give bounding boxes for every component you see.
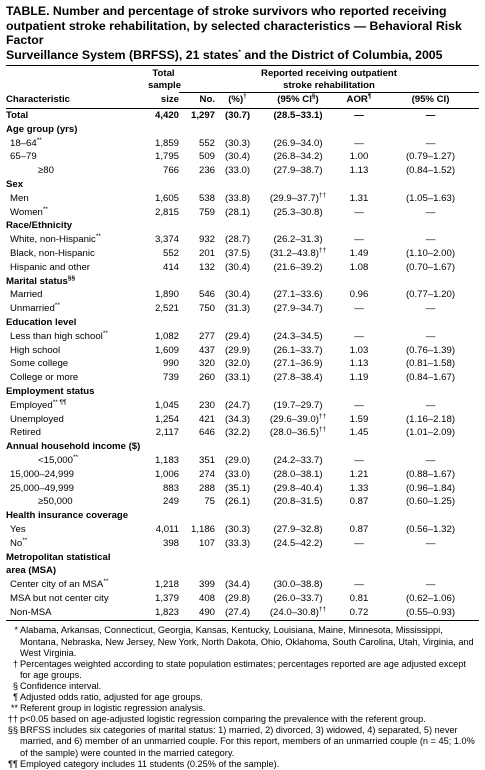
cell-ci: (30.0–38.8) <box>273 579 323 591</box>
cell-percent: (24.7) <box>224 399 251 411</box>
row-label: Yes <box>10 523 26 535</box>
header-total: Total <box>152 68 175 79</box>
header-group-1: Reported receiving outpatient <box>261 68 397 79</box>
cell-aor: 1.31 <box>349 192 369 204</box>
cell-sample-size: 1,890 <box>154 289 179 301</box>
cell-percent: (37.5) <box>224 247 251 259</box>
cell-ci: (28.0–36.5)†† <box>269 426 327 439</box>
header-ci: (95% CI§) <box>277 92 319 105</box>
row-label: Black, non-Hispanic <box>10 247 95 259</box>
cell-aor: 1.03 <box>349 344 369 356</box>
cell-ci: (31.2–43.8)†† <box>269 246 327 259</box>
cell-sample-size: 739 <box>162 372 179 384</box>
footnote <box>6 692 479 703</box>
cell-number: 421 <box>198 413 215 425</box>
cell-aor: 1.59 <box>349 413 369 425</box>
cell-percent: (26.1) <box>224 496 251 508</box>
cell-aor-ci: (0.84–1.67) <box>405 372 456 384</box>
table-row <box>6 344 479 358</box>
cell-aor-ci: (0.84–1.52) <box>405 165 456 177</box>
footnote-mark: †† <box>7 714 18 725</box>
cell-aor-ci: (0.62–1.06) <box>405 592 456 604</box>
cell-ci: (24.5–42.2) <box>273 537 323 549</box>
cell-percent: (34.3) <box>224 413 251 425</box>
cell-aor-ci: — <box>425 537 436 549</box>
footnote-mark: † <box>12 658 18 669</box>
cell-number: 75 <box>204 496 215 508</box>
cell-percent: (31.3) <box>224 303 251 315</box>
cell-number: 552 <box>198 137 215 149</box>
table-row <box>6 357 479 371</box>
footnote <box>6 681 479 692</box>
footnote-text: Percentages weighted according to state population estimates; percentages reported are age adjusted except for age groups. <box>20 658 466 680</box>
cell-sample-size: 1,082 <box>154 330 179 342</box>
cell-aor-ci: (1.05–1.63) <box>405 192 456 204</box>
section-label: Health insurance coverage <box>6 510 129 522</box>
cell-percent: (33.1) <box>224 372 251 384</box>
cell-sample-size: 1,609 <box>154 344 179 356</box>
row-label: 15,000–24,999 <box>10 468 75 480</box>
cell-aor-ci: — <box>425 234 436 246</box>
section-label: Education level <box>6 316 77 328</box>
cell-ci: (29.6–39.0)†† <box>269 412 327 425</box>
cell-number: 408 <box>198 592 215 604</box>
title-line-2: outpatient stroke rehabilitation, by selected characteristics — Behavioral Risk Factor <box>6 18 462 47</box>
cell-percent: (35.1) <box>224 482 251 494</box>
cell-sample-size: 4,011 <box>155 523 179 535</box>
table-title <box>6 4 479 62</box>
row-label: Unmarried** <box>10 301 60 315</box>
cell-aor-ci: — <box>425 303 436 315</box>
cell-aor: 0.87 <box>349 496 369 508</box>
cell-ci: (20.8–31.5) <box>273 496 323 508</box>
cell-aor: — <box>354 330 364 342</box>
cell-aor: — <box>354 454 364 466</box>
cell-ci: (27.8–38.4) <box>273 372 323 384</box>
cell-number: 274 <box>198 468 215 480</box>
section-label: Sex <box>6 178 24 190</box>
cell-ci: (26.2–31.3) <box>273 234 323 246</box>
footnote <box>6 759 479 770</box>
cell-aor-ci: — <box>425 399 436 411</box>
table-row <box>6 330 479 344</box>
cell-number: 320 <box>198 358 215 370</box>
footnote-text: Alabama, Arkansas, Connecticut, Georgia, Kansas, Kentucky, Louisiana, Maine, Minnesota, Mississippi, Montana, Nebraska, New Jersey, New York, North Dakota, Ohio, Oklahoma, South Carolina, Utah, Virginia, and West Virginia. <box>20 625 474 658</box>
cell-number: 1,186 <box>190 523 215 535</box>
cell-aor: 1.33 <box>349 482 369 494</box>
cell-number: 288 <box>198 482 215 494</box>
cell-aor-ci: (0.96–1.84) <box>405 482 456 494</box>
section-header-row <box>6 551 479 565</box>
footnote-mark: § <box>12 680 18 691</box>
section-label: Annual household income ($) <box>6 441 141 453</box>
cell-number: 437 <box>198 344 215 356</box>
table-row <box>6 302 479 316</box>
cell-sample-size: 398 <box>162 537 179 549</box>
section-label: Employment status <box>6 385 95 397</box>
table-row <box>6 247 479 261</box>
title-line-1: TABLE. Number and percentage of stroke survivors who reported receiving <box>6 4 447 18</box>
footnote-text: Employed category includes 11 students (0.25% of the sample). <box>20 758 280 769</box>
section-header-row <box>6 178 479 192</box>
cell-ci: (26.9–34.0) <box>273 137 323 149</box>
section-header-row <box>6 123 479 137</box>
header-group-2: stroke rehabilitation <box>179 80 479 93</box>
header-row-3 <box>6 93 479 109</box>
cell-aor-ci: (0.88–1.67) <box>405 468 456 480</box>
cell-number: 399 <box>198 579 215 591</box>
cell-sample-size: 1,218 <box>154 579 179 591</box>
cell-aor-ci: (0.76–1.39) <box>405 344 456 356</box>
cell-aor: 1.49 <box>349 247 369 259</box>
cell-sample-size: 1,605 <box>154 192 179 204</box>
cell-number: 538 <box>198 192 215 204</box>
footnotes <box>6 625 479 769</box>
cell-number: 132 <box>198 261 215 273</box>
cell-aor-ci: — <box>425 454 436 466</box>
footnote-mark: ¶¶ <box>8 758 18 769</box>
row-label: Some college <box>10 358 69 370</box>
cell-percent: (29.8) <box>224 592 251 604</box>
cell-aor-ci: (1.10–2.00) <box>405 247 456 259</box>
cell-percent: (32.2) <box>224 427 251 439</box>
footnote <box>6 714 479 725</box>
table-row <box>6 164 479 178</box>
cell-ci: (26.1–33.7) <box>273 344 323 356</box>
cell-aor: — <box>354 206 364 218</box>
cell-sample-size: 2,521 <box>154 303 179 315</box>
bottom-rule <box>6 620 479 621</box>
table-row <box>6 426 479 440</box>
cell-sample-size: 1,795 <box>154 151 179 163</box>
cell-number: 509 <box>198 151 215 163</box>
cell-number: 230 <box>198 399 215 411</box>
row-label: Women** <box>10 205 48 218</box>
cell-ci: (29.8–40.4) <box>273 482 323 494</box>
header-row-2 <box>6 80 479 93</box>
cell-ci: (21.6–39.2) <box>273 261 323 273</box>
row-label: Center city of an MSA** <box>10 577 109 591</box>
cell-sample-size: 1,045 <box>154 399 179 411</box>
cell-sample-size: 1,006 <box>154 468 179 480</box>
cell-ci: (27.9–38.7) <box>273 165 323 177</box>
cell-number: 201 <box>198 247 215 259</box>
cell-percent: (33.3) <box>224 537 251 549</box>
row-label: Employed** ¶¶ <box>10 398 67 411</box>
cell-number: 236 <box>198 165 215 177</box>
cell-aor: 1.08 <box>349 261 369 273</box>
cell-sample-size: 414 <box>162 261 179 273</box>
cell-number: 759 <box>198 206 215 218</box>
cell-aor-ci: (0.56–1.32) <box>405 523 456 535</box>
row-label: High school <box>10 344 61 356</box>
table-body <box>6 109 479 620</box>
cell-aor: 1.13 <box>349 358 369 370</box>
row-label: 65–79 <box>10 151 37 163</box>
cell-aor-ci: (0.70–1.67) <box>405 261 456 273</box>
header-row-1 <box>6 66 479 80</box>
header-sample: sample <box>148 80 182 92</box>
cell-percent: (28.1) <box>224 206 251 218</box>
cell-sample-size: 3,374 <box>154 234 179 246</box>
table-row <box>6 261 479 275</box>
table-row <box>6 606 479 620</box>
cell-ci: (24.2–33.7) <box>273 454 323 466</box>
row-label: ≥50,000 <box>38 496 73 508</box>
cell-sample-size: 1,823 <box>154 606 179 618</box>
section-label: area (MSA) <box>6 565 57 577</box>
section-header-row <box>6 385 479 399</box>
cell-aor: 0.87 <box>349 523 369 535</box>
cell-sample-size: 249 <box>162 496 179 508</box>
cell-aor: 1.13 <box>349 165 369 177</box>
cell-sample-size: 883 <box>162 482 179 494</box>
row-label: 25,000–49,999 <box>10 482 75 494</box>
footnote-text: p<0.05 based on age-adjusted logistic regression comparing the prevalence with the referent group. <box>20 714 426 725</box>
cell-sample-size: 990 <box>162 358 179 370</box>
cell-percent: (34.4) <box>224 579 251 591</box>
cell-ci: (24.3–34.5) <box>273 330 323 342</box>
row-label: Hispanic and other <box>10 261 90 273</box>
section-header-row <box>6 316 479 330</box>
cell-aor: 1.00 <box>349 151 369 163</box>
cell-aor: — <box>354 399 364 411</box>
cell-ci: (26.8–34.2) <box>273 151 323 163</box>
cell-sample-size: 552 <box>162 247 179 259</box>
footnote <box>6 625 479 658</box>
cell-aor: — <box>354 303 364 315</box>
cell-sample-size: 1,183 <box>154 454 179 466</box>
table-row <box>6 468 479 482</box>
cell-number: 932 <box>198 234 215 246</box>
table-row <box>6 137 479 151</box>
cell-aor: — <box>354 137 364 149</box>
row-label: 18–64** <box>10 136 42 149</box>
section-header-row <box>6 564 479 578</box>
cell-ci: (26.0–33.7) <box>273 592 323 604</box>
cell-percent: (33.0) <box>224 165 251 177</box>
section-label: Marital status§§ <box>6 274 76 287</box>
cell-number: 351 <box>198 454 215 466</box>
table-row <box>6 592 479 606</box>
cell-aor-ci: — <box>425 137 436 149</box>
table-row <box>6 206 479 220</box>
cell-aor-ci: — <box>425 206 436 218</box>
cell-percent: (30.3) <box>224 137 251 149</box>
footnote-mark: * <box>14 625 18 636</box>
table-row <box>6 233 479 247</box>
table-row <box>6 482 479 496</box>
cell-aor: 1.45 <box>349 427 369 439</box>
row-label: College or more <box>10 372 79 384</box>
row-label: Married <box>10 289 43 301</box>
cell-percent: (30.4) <box>224 151 251 163</box>
table-row <box>6 495 479 509</box>
table-row <box>6 150 479 164</box>
table-row <box>6 399 479 413</box>
footnote <box>6 659 479 681</box>
cell-sample-size: 1,254 <box>154 413 179 425</box>
cell-aor: 1.21 <box>349 468 369 480</box>
cell-ci: (28.0–38.1) <box>273 468 323 480</box>
cell-percent: (30.4) <box>224 289 251 301</box>
cell-percent: (27.4) <box>224 606 251 618</box>
header-pct: (%)† <box>228 92 247 105</box>
section-header-row <box>6 509 479 523</box>
section-label: Race/Ethnicity <box>6 220 73 232</box>
cell-sample-size: 766 <box>162 165 179 177</box>
cell-number: 107 <box>198 537 215 549</box>
cell-aor-ci: — <box>425 579 436 591</box>
footnote-mark: §§ <box>7 725 18 736</box>
section-header-row <box>6 440 479 454</box>
cell-aor-ci: (0.81–1.58) <box>405 358 456 370</box>
cell-aor: — <box>354 579 364 591</box>
cell-ci: (27.1–36.9) <box>273 358 323 370</box>
row-label: Non-MSA <box>10 606 52 618</box>
cell-ci: (27.9–32.8) <box>273 523 323 535</box>
table-row <box>6 523 479 537</box>
row-label: Unemployed <box>10 413 64 425</box>
cell-aor: — <box>354 110 364 121</box>
table-row <box>6 578 479 592</box>
footnote-text: Confidence interval. <box>20 680 102 691</box>
header-aor: AOR¶ <box>346 92 372 105</box>
total-row <box>6 109 479 123</box>
table-row <box>6 537 479 551</box>
cell-aor: — <box>354 234 364 246</box>
cell-aor-ci: (0.55–0.93) <box>405 606 456 618</box>
row-label: No** <box>10 536 28 549</box>
header-aor-ci: (95% CI) <box>411 94 450 105</box>
cell-aor-ci: — <box>425 110 436 121</box>
cell-aor-ci: (0.77–1.20) <box>405 289 456 301</box>
cell-percent: (33.0) <box>224 468 251 480</box>
cell-percent: (33.8) <box>224 192 251 204</box>
cell-number: 490 <box>198 606 215 618</box>
row-label: MSA but not center city <box>10 592 109 604</box>
cell-ci: (27.1–33.6) <box>273 289 323 301</box>
cell-sample-size: 4,420 <box>154 110 179 121</box>
section-header-row <box>6 275 479 289</box>
table-row <box>6 192 479 206</box>
cell-ci: (24.0–30.8)†† <box>269 605 327 618</box>
section-label: Metropolitan statistical <box>6 551 111 563</box>
cell-percent: (29.0) <box>224 454 251 466</box>
table-row <box>6 413 479 427</box>
cell-percent: (29.9) <box>224 344 251 356</box>
title-line-3: Surveillance System (BRFSS), 21 states* and the District of Columbia, 2005 <box>6 47 443 62</box>
cell-aor: 0.81 <box>349 592 369 604</box>
footnote-mark: ¶ <box>13 692 18 703</box>
row-label: ≥80 <box>38 165 54 177</box>
cell-sample-size: 2,815 <box>154 206 179 218</box>
cell-ci: (29.9–37.7)†† <box>269 191 327 204</box>
row-label: Less than high school** <box>10 329 108 342</box>
row-label: Total <box>6 110 29 121</box>
cell-number: 1,297 <box>190 110 215 121</box>
table-row <box>6 371 479 385</box>
table-row <box>6 288 479 302</box>
cell-sample-size: 1,859 <box>154 137 179 149</box>
cell-aor-ci: (1.01–2.09) <box>405 427 456 439</box>
cell-percent: (29.4) <box>224 330 251 342</box>
header-size: size <box>160 93 179 105</box>
cell-aor-ci: (0.79–1.27) <box>405 151 456 163</box>
cell-number: 646 <box>198 427 215 439</box>
cell-ci: (27.9–34.7) <box>273 303 323 315</box>
row-label: Men <box>10 192 29 204</box>
cell-aor-ci: — <box>425 330 436 342</box>
cell-number: 546 <box>198 289 215 301</box>
footnote-text: Referent group in logistic regression analysis. <box>20 703 206 714</box>
table-row <box>6 454 479 468</box>
cell-sample-size: 2,117 <box>155 427 179 439</box>
cell-number: 277 <box>198 330 215 342</box>
footnote-text: BRFSS includes six categories of marital status: 1) married, 2) divorced, 3) widowed, 4) separated, 5) never married, and 6) member of an unmarried couple. For this report, members of an unmarried couple (n = 45; 1.0% of the sample) were counted in the married category. <box>20 725 475 758</box>
cell-aor: — <box>354 537 364 549</box>
row-label: <15,000** <box>38 453 79 466</box>
cell-aor-ci: (1.16–2.18) <box>405 413 456 425</box>
footnote <box>6 703 479 714</box>
header-characteristic: Characteristic <box>6 93 70 105</box>
cell-ci: (19.7–29.7) <box>273 399 323 411</box>
cell-percent: (30.3) <box>224 523 251 535</box>
cell-aor: 0.72 <box>349 606 369 618</box>
cell-number: 260 <box>198 372 215 384</box>
cell-aor: 0.96 <box>349 289 369 301</box>
data-table <box>6 66 479 619</box>
cell-sample-size: 1,379 <box>154 592 179 604</box>
footnote-text: Adjusted odds ratio, adjusted for age groups. <box>20 692 203 703</box>
cell-percent: (30.7) <box>224 110 251 121</box>
header-no: No. <box>199 94 215 105</box>
cell-ci: (28.5–33.1) <box>273 110 323 121</box>
cell-ci: (25.3–30.8) <box>273 206 323 218</box>
footnote <box>6 725 479 758</box>
cell-percent: (32.0) <box>224 358 251 370</box>
footnote-mark: ** <box>10 703 18 714</box>
cell-percent: (30.4) <box>224 261 251 273</box>
cell-percent: (28.7) <box>224 234 251 246</box>
row-label: White, non-Hispanic** <box>10 232 101 246</box>
row-label: Retired <box>10 427 41 439</box>
section-header-row <box>6 219 479 233</box>
cell-aor-ci: (0.60–1.25) <box>405 496 456 508</box>
section-label: Age group (yrs) <box>6 123 78 135</box>
cell-number: 750 <box>198 303 215 315</box>
cell-aor: 1.19 <box>349 372 369 384</box>
